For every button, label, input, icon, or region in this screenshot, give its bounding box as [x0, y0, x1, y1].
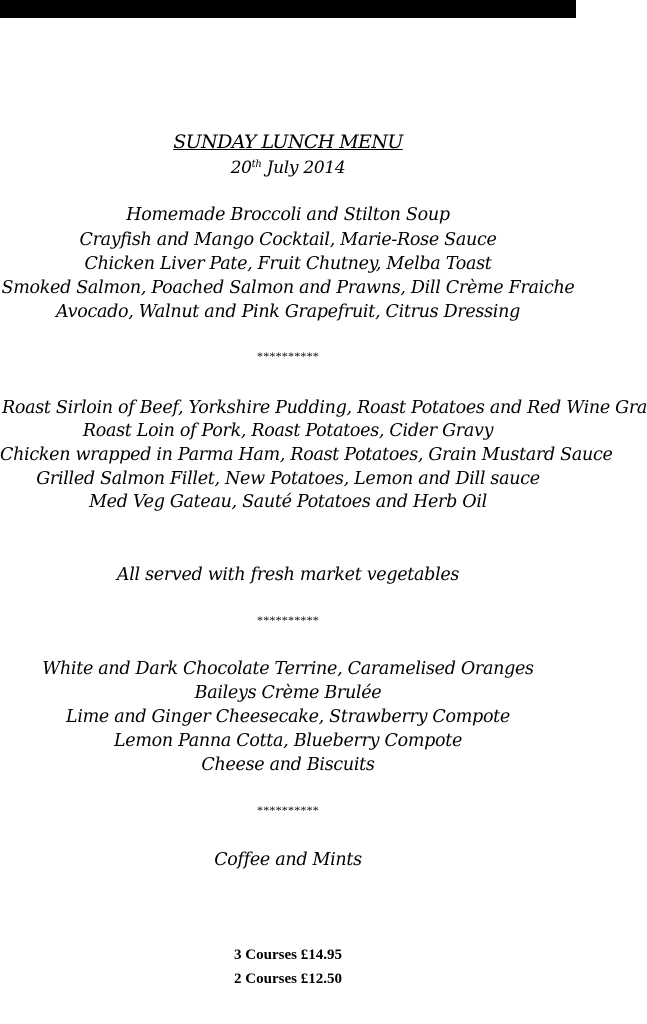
menu-title: SUNDAY LUNCH MENU — [173, 131, 403, 153]
dessert-item: Baileys Crème Brulée — [194, 683, 382, 703]
starter-item: Chicken Liver Pate, Fruit Chutney, Melba Toast — [84, 254, 492, 274]
main-item: Grilled Salmon Fillet, New Potatoes, Lemon and Dill sauce — [36, 469, 540, 489]
section-separator: ********** — [257, 613, 319, 627]
price-three-courses: 3 Courses £14.95 — [234, 947, 342, 963]
date-day: 20 — [230, 158, 252, 178]
starter-item: Smoked Salmon, Poached Salmon and Prawns, Dill Crème Fraiche — [1, 278, 575, 298]
section-separator: ********** — [257, 349, 319, 363]
price-two-courses: 2 Courses £12.50 — [234, 971, 342, 987]
starter-item: Avocado, Walnut and Pink Grapefruit, Citrus Dressing — [56, 302, 520, 322]
starter-item: Crayfish and Mango Cocktail, Marie-Rose Sauce — [79, 230, 497, 250]
dessert-item: Lemon Panna Cotta, Blueberry Compote — [113, 731, 463, 751]
dessert-item: Cheese and Biscuits — [201, 755, 375, 775]
date-suffix: th — [251, 159, 262, 170]
main-item: Roast Loin of Pork, Roast Potatoes, Cider Gravy — [82, 421, 494, 441]
dessert-item: Lime and Ginger Cheesecake, Strawberry Compote — [66, 707, 510, 727]
dessert-item: White and Dark Chocolate Terrine, Caramelised Oranges — [42, 659, 534, 679]
main-item: Chicken wrapped in Parma Ham, Roast Potatoes, Grain Mustard Sauce — [0, 445, 613, 465]
top-bar — [0, 0, 576, 18]
date-month-year: July 2014 — [266, 158, 346, 178]
section-separator: ********** — [257, 803, 319, 817]
main-item: Roast Sirloin of Beef, Yorkshire Pudding, Roast Potatoes and Red Wine Gra — [2, 398, 647, 418]
starter-item: Homemade Broccoli and Stilton Soup — [126, 205, 450, 225]
menu-date — [0, 157, 576, 179]
mains-note: All served with fresh market vegetables — [116, 565, 460, 585]
main-item: Med Veg Gateau, Sauté Potatoes and Herb Oil — [89, 492, 487, 512]
coffee-item: Coffee and Mints — [214, 850, 362, 870]
